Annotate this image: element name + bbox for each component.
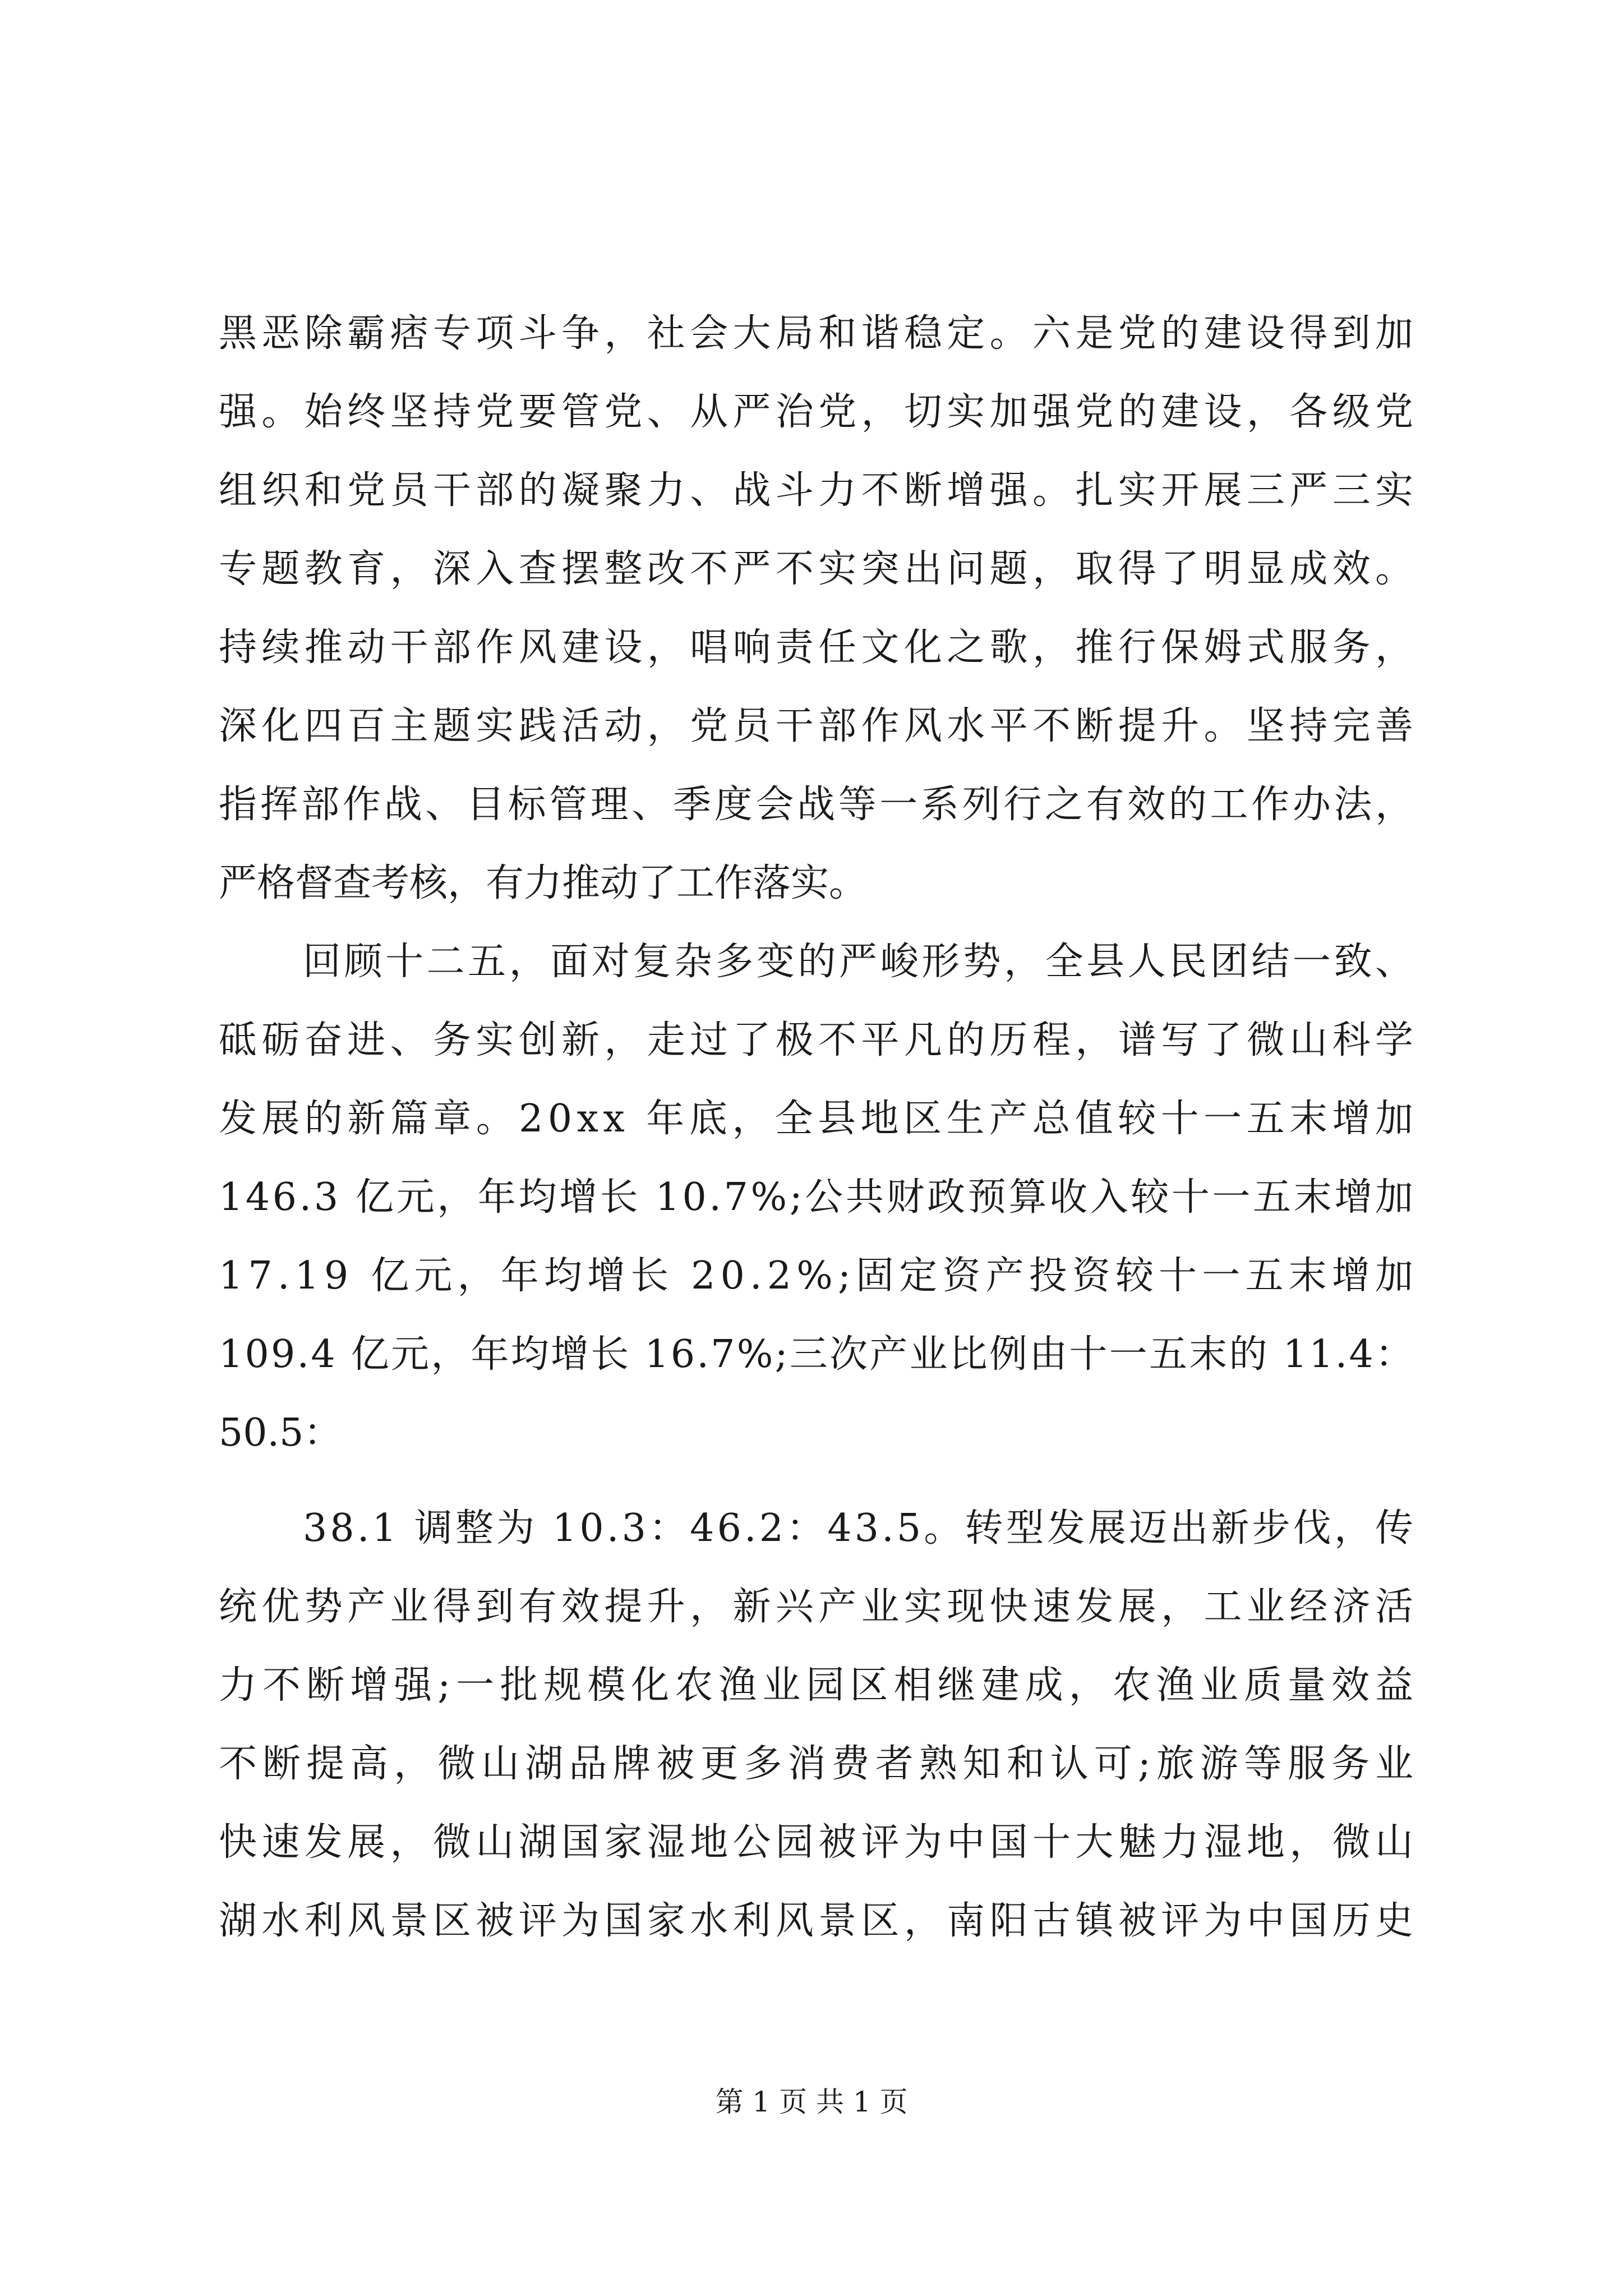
text-line: 组织和党员干部的凝聚力、战斗力不断增强。扎实开展三严三实 — [219, 468, 1418, 513]
text-line: 深化四百主题实践活动，党员干部作风水平不断提升。坚持完善 — [219, 704, 1418, 748]
text-line: 严格督查考核，有力推动了工作落实。 — [219, 861, 868, 905]
text-line: 146.3 亿元，年均增长 10.7%;公共财政预算收入较十一五末增加 — [219, 1175, 1416, 1220]
text-line: 回顾十二五，面对复杂多变的严峻形势，全县人民团结一致、 — [303, 940, 1417, 984]
text-line: 力不断增强;一批规模化农渔业园区相继建成，农渔业质量效益 — [219, 1663, 1419, 1708]
text-line: 持续推动干部作风建设，唱响责任文化之歌，推行保姆式服务， — [219, 625, 1418, 670]
text-line: 统优势产业得到有效提升，新兴产业实现快速发展，工业经济活 — [219, 1585, 1418, 1629]
text-line: 109.4 亿元，年均增长 16.7%;三次产业比例由十一五末的 11.4： — [219, 1332, 1415, 1377]
text-line: 发展的新篇章。20xx 年底，全县地区生产总值较十一五末增加 — [219, 1097, 1418, 1141]
text-line: 砥砺奋进、务实创新，走过了极不平凡的历程，谱写了微山科学 — [219, 1018, 1418, 1062]
text-line: 强。始终坚持党要管党、从严治党，切实加强党的建设，各级党 — [219, 390, 1418, 434]
text-line: 指挥部作战、目标管理、季度会战等一系列行之有效的工作办法， — [219, 783, 1417, 827]
text-line: 黑恶除霸痞专项斗争，社会大局和谐稳定。六是党的建设得到加 — [219, 311, 1418, 356]
page-footer: 第 1 页 共 1 页 — [715, 2086, 908, 2118]
text-line: 38.1 调整为 10.3：46.2：43.5。转型发展迈出新步伐，传 — [303, 1506, 1417, 1550]
text-line: 17.19 亿元，年均增长 20.2%;固定资产投资较十一五末增加 — [219, 1254, 1419, 1298]
text-line: 不断提高，微山湖品牌被更多消费者熟知和认可;旅游等服务业 — [219, 1742, 1419, 1786]
text-line: 湖水利风景区被评为国家水利风景区，南阳古镇被评为中国历史 — [219, 1899, 1418, 1943]
text-line: 专题教育，深入查摆整改不严不实突出问题，取得了明显成效。 — [219, 547, 1418, 591]
text-line: 50.5： — [219, 1411, 342, 1455]
text-line: 快速发展，微山湖国家湿地公园被评为中国十大魅力湿地，微山 — [219, 1820, 1418, 1865]
